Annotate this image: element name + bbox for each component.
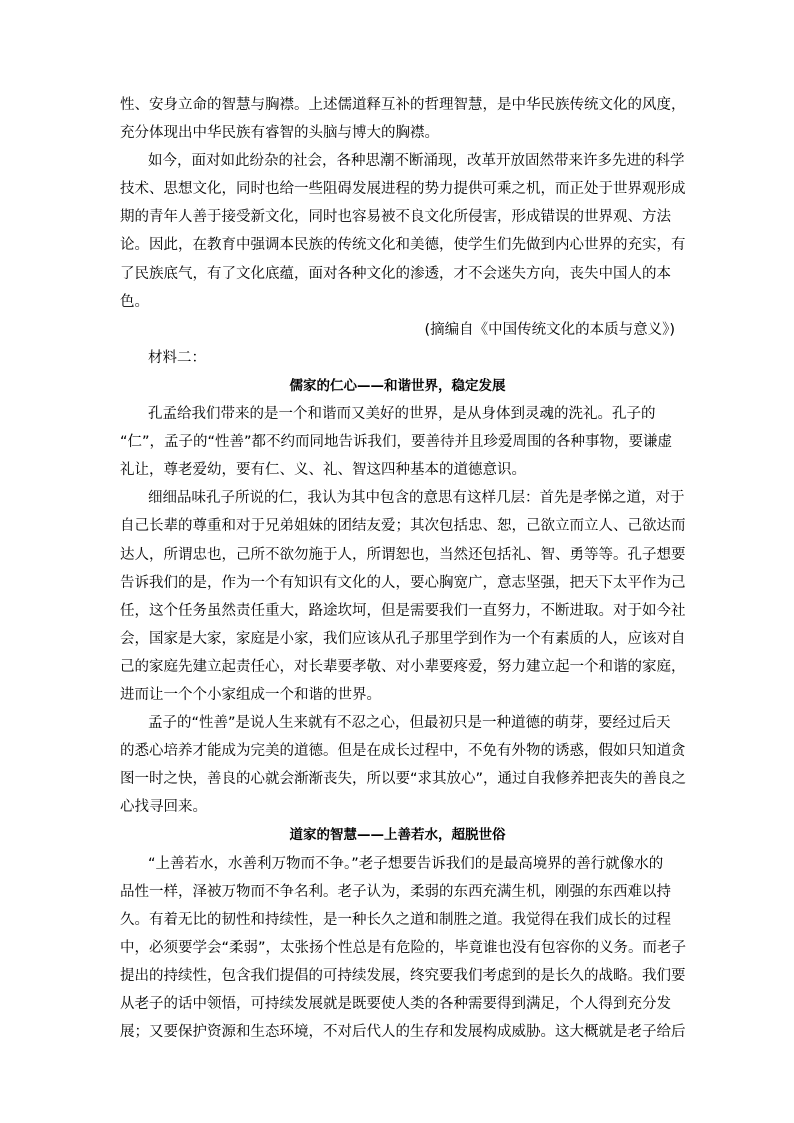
paragraph-line: 中，必须要学会“柔弱”，太张扬个性总是有危险的，毕竟谁也没有包容你的义务。而老子 bbox=[120, 939, 687, 956]
paragraph-line: 的悉心培养才能成为完美的道德。但是在成长过程中，不免有外物的诱惑，假如只知道贪 bbox=[120, 743, 686, 760]
paragraph-line: 礼让，尊老爱幼，要有仁、义、礼、智这四种基本的道德意识。 bbox=[120, 462, 526, 479]
paragraph-line: “仁”，孟子的“性善”都不约而同地告诉我们，要善待并且珍爱周围的各种事物，要谦虚 bbox=[120, 434, 673, 451]
section-heading: 道家的智慧——上善若水，超脱世俗 bbox=[289, 827, 506, 844]
paragraph-line: 自己长辈的尊重和对于兄弟姐妹的团结友爱；其次包括忠、恕，己欲立而立人、己欲达而 bbox=[120, 518, 686, 535]
source-citation: (摘编自《中国传统文化的本质与意义》) bbox=[424, 321, 675, 338]
paragraph-line: 告诉我们的是，作为一个有知识有文化的人，要心胸宽广，意志坚强，把天下太平作为己 bbox=[120, 574, 686, 591]
paragraph-line: 充分体现出中华民族有睿智的头脑与博大的胸襟。 bbox=[120, 125, 439, 142]
paragraph-line: 性、安身立命的智慧与胸襟。上述儒道释互补的哲理智慧，是中华民族传统文化的风度， bbox=[120, 97, 686, 113]
paragraph-line: 从老子的话中领悟，可持续发展就是既要使人类的各种需要得到满足，个人得到充分发 bbox=[120, 996, 671, 1012]
paragraph-line: 了民族底气，有了文化底蕴，面对各种文化的渗透，才不会迷失方向，丧失中国人的本 bbox=[120, 265, 671, 282]
paragraph-line: 孔孟给我们带来的是一个和谐而又美好的世界，是从身体到灵魂的洗礼。孔子的 bbox=[148, 406, 656, 423]
paragraph-line: 孟子的“性善”是说人生来就有不忍之心，但最初只是一种道德的萌芽，要经过后天 bbox=[148, 715, 671, 732]
paragraph-line: 色。 bbox=[120, 293, 149, 310]
section-heading: 儒家的仁心——和谐世界，稳定发展 bbox=[289, 377, 506, 394]
paragraph-line: 提出的持续性，包含我们提倡的可持续发展，终究要我们考虑到的是长久的战略。我们要 bbox=[120, 967, 686, 984]
paragraph-line: 己的家庭先建立起责任心，对长辈要孝敬、对小辈要疼爱，努力建立起一个和谐的家庭， bbox=[120, 658, 686, 675]
document-page bbox=[120, 91, 687, 1046]
paragraph-line: 心找寻回来。 bbox=[120, 799, 207, 816]
paragraph-line: 论。因此，在教育中强调本民族的传统文化和美德，使学生们先做到内心世界的充实，有 bbox=[120, 237, 686, 254]
paragraph-line: 久。有着无比的韧性和持续性，是一种长久之道和制胜之道。我觉得在我们成长的过程 bbox=[120, 911, 671, 928]
paragraph-line: 进而让一个个小家组成一个和谐的世界。 bbox=[120, 686, 381, 703]
material-label: 材料二： bbox=[148, 349, 206, 366]
paragraph-line: 图一时之快，善良的心就会渐渐丧失，所以要“求其放心”，通过自我修养把丧失的善良之 bbox=[120, 771, 687, 788]
paragraph-line: 达人，所谓忠也，己所不欲勿施于人，所谓恕也，当然还包括礼、智、勇等等。孔子想要 bbox=[120, 546, 686, 563]
paragraph-line: 细细品味孔子所说的仁，我认为其中包含的意思有这样几层：首先是孝悌之道，对于 bbox=[148, 490, 685, 507]
paragraph-line: 期的青年人善于接受新文化，同时也容易被不良文化所侵害，形成错误的世界观、方法 bbox=[120, 209, 671, 226]
paragraph-line: 技术、思想文化，同时也给一些阻碍发展进程的势力提供可乘之机，而正处于世界观形成 bbox=[120, 181, 686, 198]
paragraph-line: 如今，面对如此纷杂的社会，各种思潮不断涌现，改革开放固然带来许多先进的科学 bbox=[148, 153, 685, 170]
paragraph-line: 任，这个任务虽然责任重大，路途坎坷，但是需要我们一直努力，不断进取。对于如今社 bbox=[120, 602, 686, 619]
paragraph-line: 会，国家是大家，家庭是小家，我们应该从孔子那里学到作为一个有素质的人，应该对自 bbox=[120, 630, 686, 647]
paragraph-line: 品性一样，泽被万物而不争名利。老子认为，柔弱的东西充满生机，刚强的东西难以持 bbox=[120, 883, 671, 900]
paragraph-line: “上善若水，水善利万物而不争。”老子想要告诉我们的是最高境界的善行就像水的 bbox=[148, 855, 664, 872]
paragraph-line: 展；又要保护资源和生态环境，不对后代人的生存和发展构成威胁。这大概就是老子给后 bbox=[120, 1024, 686, 1041]
